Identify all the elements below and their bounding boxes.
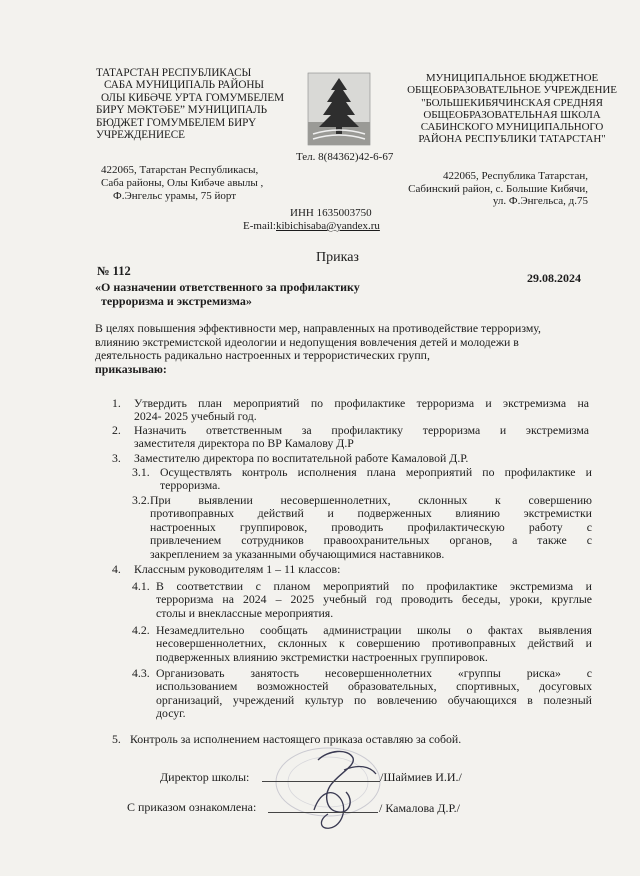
item-line: терроризма. bbox=[160, 478, 221, 493]
header-right-line: "БОЛЬШЕКИБЯЧИНСКАЯ СРЕДНЯЯ bbox=[421, 96, 603, 109]
item-line: Организовать занятость несовершеннолетних «группы риска» с bbox=[156, 666, 592, 680]
stamp-signature-icon bbox=[258, 740, 418, 840]
address-right-line: ул. Ф.Энгельса, д.75 bbox=[492, 195, 588, 208]
item-number: 3.2. bbox=[132, 493, 150, 507]
header-left-tatar bbox=[96, 67, 284, 141]
intro-line: деятельность радикально настроенных и террористических групп, bbox=[95, 348, 430, 363]
header-right-line: САБИНСКОГО МУНИЦИПАЛЬНОГО bbox=[420, 121, 604, 134]
header-left-line: ТАТАРСТАН РЕСПУБЛИКАСЫ bbox=[96, 67, 252, 79]
header-left-line: БЮДЖЕТ ГОМУМБЕЛЕМ БИРҮ bbox=[96, 116, 257, 129]
item-line: противоправных действий и подверженных влиянию экстремистки bbox=[150, 506, 592, 521]
item-line: В соответствии с планом мероприятий по профилактике экстремизма и bbox=[156, 579, 592, 593]
item-line: столы и внеклассные мероприятия. bbox=[156, 605, 334, 620]
acknowledgement-signature-line bbox=[268, 812, 378, 813]
item-line: досуг. bbox=[156, 706, 186, 721]
order-subject bbox=[95, 280, 360, 308]
emblem-tree-icon bbox=[307, 72, 371, 146]
item-number: 4.2. bbox=[132, 623, 150, 637]
item-number: 4.3. bbox=[132, 666, 150, 680]
item-number: 4. bbox=[112, 562, 121, 576]
header-left-line: ОЛЫ КИБӘЧЕ УРТА ГОМУМБЕЛЕМ bbox=[101, 91, 285, 104]
decree-word: приказываю: bbox=[95, 361, 167, 376]
header-right-line: ОБЩЕОБРАЗОВАТЕЛЬНАЯ ШКОЛА bbox=[423, 108, 601, 121]
order-subject-line: терроризма и экстремизма» bbox=[101, 294, 252, 308]
intro-paragraph bbox=[95, 322, 590, 376]
item-line: Незамедлительно сообщать администрации школы о фактах выявления bbox=[156, 623, 592, 637]
address-left bbox=[101, 164, 263, 202]
item-line: закреплением за указанными обучающимися наставников. bbox=[150, 546, 445, 561]
address-right-line: Сабинский район, с. Большие Кибячи, bbox=[408, 182, 588, 195]
address-right bbox=[402, 170, 588, 208]
order-subject-line: «О назначении ответственного за профилактику bbox=[95, 280, 360, 294]
item-line: терроризма на 2024 – 2025 учебный год проводить беседы, уроки, круглые bbox=[156, 592, 592, 607]
header-right-russian bbox=[392, 72, 632, 146]
address-left-line: 422065, Татарстан Республикасы, bbox=[101, 164, 259, 176]
order-number: № 112 bbox=[97, 264, 131, 278]
header-left-line: БИРҮ МӘКТӘБЕ” МУНИЦИПАЛЬ bbox=[96, 104, 267, 117]
header-left-line: УЧРЕЖДЕНИЕСЕ bbox=[96, 129, 185, 142]
item-line: Осуществлять контроль исполнения плана мероприятий по профилактике и bbox=[160, 465, 592, 479]
inn-number: ИНН 1635003750 bbox=[290, 207, 372, 219]
acknowledgement-name: / Камалова Д.Р./ bbox=[379, 801, 460, 815]
header-right-line: ОБЩЕОБРАЗОВАТЕЛЬНОЕ УЧРЕЖДЕНИЕ bbox=[407, 84, 617, 97]
address-left-line: Саба районы, Олы Кибәче авылы , bbox=[101, 176, 264, 189]
item-line: организаций, учреждений культур по вовлечению обучающихся в полезный bbox=[156, 692, 592, 707]
header-right-line: МУНИЦИПАЛЬНОЕ БЮДЖЕТНОЕ bbox=[425, 72, 599, 84]
telephone: Тел. 8(84362)42-6-67 bbox=[296, 151, 394, 163]
document-title: Приказ bbox=[316, 250, 359, 265]
item-line: привлечением сотрудников правоохранительных органов, а также с bbox=[150, 533, 592, 548]
director-name: /Шаймиев И.И./ bbox=[380, 770, 462, 784]
item-line: Заместителю директора по воспитательной работе Камаловой Д.Р. bbox=[134, 451, 469, 465]
item-line: подверженных влиянию экстремистки настроенных группировок. bbox=[156, 649, 488, 664]
director-signature-line bbox=[262, 781, 380, 782]
item-line: несовершеннолетних, склонных к совершению противоправных действий и bbox=[156, 636, 592, 651]
address-right-line: 422065, Республика Татарстан, bbox=[443, 170, 588, 182]
item-line: Назначить ответственным за профилактику терроризма и экстремизма bbox=[134, 423, 589, 437]
item-number: 3.1. bbox=[132, 465, 150, 479]
item-number: 3. bbox=[112, 451, 121, 465]
intro-line: В целях повышения эффективности мер, направленных на противодействие терроризму, bbox=[95, 321, 541, 335]
item-line: Утвердить план мероприятий по профилактике терроризма и экстремизма на bbox=[134, 396, 589, 410]
item-number: 2. bbox=[112, 423, 121, 437]
item-number: 5. bbox=[112, 732, 121, 746]
item-number: 4.1. bbox=[132, 579, 150, 593]
item-line: Контроль за исполнением настоящего приказа оставляю за собой. bbox=[130, 732, 462, 746]
intro-line: влиянию экстремистской идеологии и недопущения вовлечения детей и молодежи в bbox=[95, 334, 519, 349]
order-date: 29.08.2024 bbox=[527, 271, 581, 285]
header-left-line: САБА МУНИЦИПАЛЬ РАЙОНЫ bbox=[104, 79, 264, 92]
email-line bbox=[243, 220, 380, 232]
header-right-line: РАЙОНА РЕСПУБЛИКИ ТАТАРСТАН" bbox=[418, 133, 606, 146]
address-left-line: Ф.Энгельс урамы, 75 йорт bbox=[113, 189, 237, 202]
item-line: заместителя директора по ВР Камалову Д.Р bbox=[134, 436, 354, 451]
email-link[interactable]: kibichisaba@yandex.ru bbox=[276, 220, 380, 232]
acknowledgement-label: С приказом ознакомлена: bbox=[127, 800, 257, 814]
item-number: 1. bbox=[112, 396, 121, 410]
item-line: 2024- 2025 учебный год. bbox=[134, 409, 257, 424]
item-line: использованием возможностей образовательных, спортивных, досуговых bbox=[156, 679, 592, 694]
director-label: Директор школы: bbox=[160, 770, 250, 784]
item-line: Классным руководителям 1 – 11 классов: bbox=[134, 562, 341, 576]
email-label: E-mail: bbox=[243, 220, 276, 232]
item-line: настроенных группировок, проводить профилактическую работу с bbox=[150, 519, 592, 534]
item-line: При выявлении несовершеннолетних, склонных к совершению bbox=[150, 493, 592, 507]
